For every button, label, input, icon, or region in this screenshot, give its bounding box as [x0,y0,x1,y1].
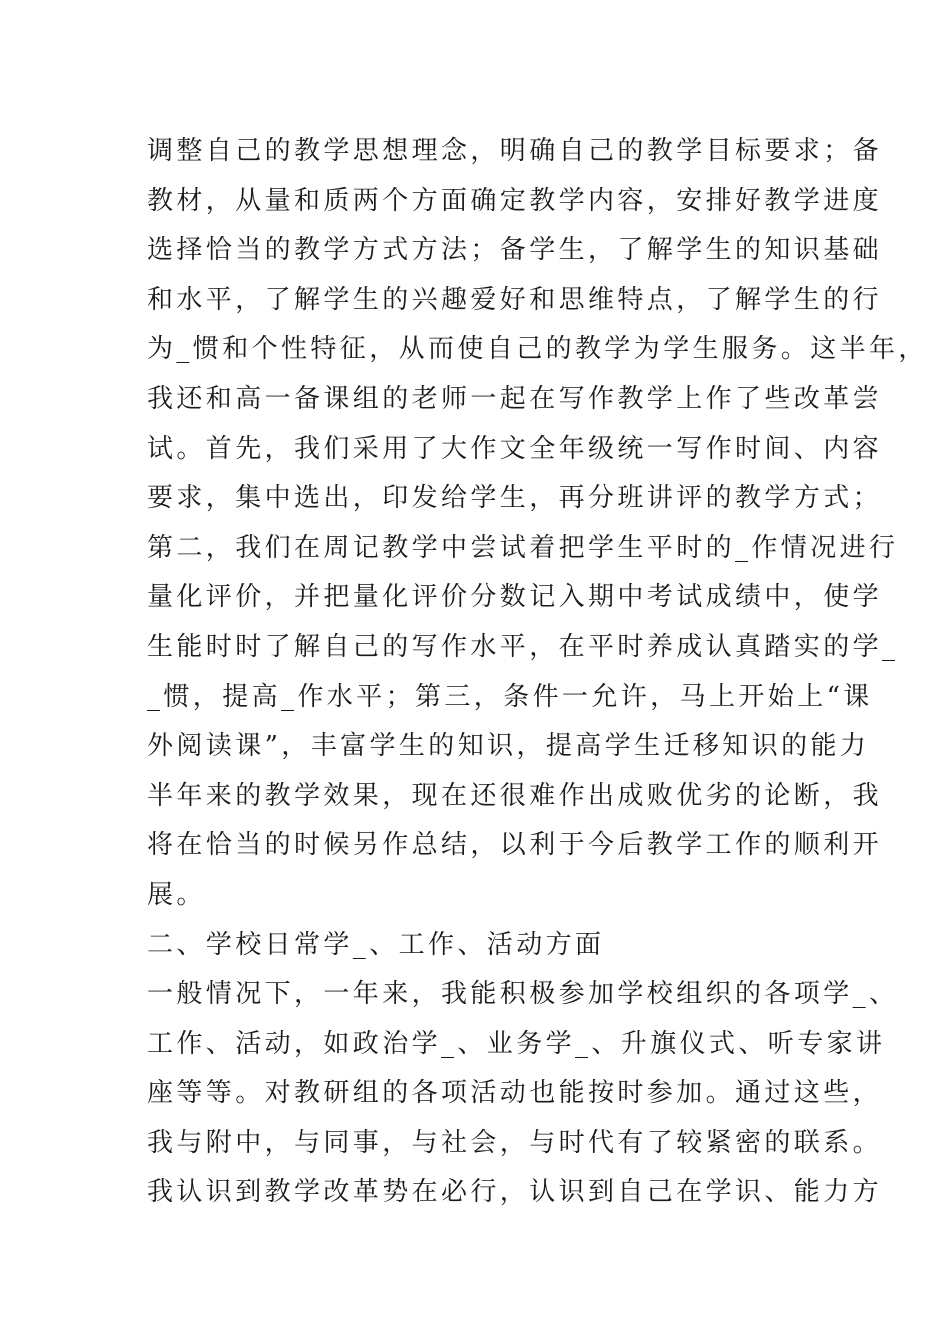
text-line-2: 教材，从量和质两个方面确定教学内容，安排好教学进度 [147,185,883,216]
text-line-11: 生能时时了解自己的写作水平，在平时养成认真踏实的学_ [147,631,899,662]
text-line-7: 试。首先，我们采用了大作文全年级统一写作时间、内容 [147,433,883,464]
text-line-1: 调整自己的教学思想理念，明确自己的教学目标要求；备 [147,136,883,166]
text-line-10: 量化评价，并把量化评价分数记入期中考试成绩中，使学 [147,582,883,613]
section-heading: 二、学校日常学_、工作、活动方面 [147,929,605,960]
text-line-9: 第二，我们在周记教学中尝试着把学生平时的_作情况进行 [147,532,899,563]
text-line-3: 选择恰当的教学方式方法；备学生，了解学生的知识基础 [147,235,883,266]
text-line-15: 将在恰当的时候另作总结，以利于今后教学工作的顺利开 [147,830,883,861]
text-line-21: 我与附中，与同事，与社会，与时代有了较紧密的联系。 [147,1127,883,1158]
text-line-19: 工作、活动，如政治学_、业务学_、升旗仪式、听专家讲 [147,1028,886,1059]
text-line-14: 半年来的教学效果，现在还很难作出成败优劣的论断，我 [147,780,883,811]
text-line-16: 展。 [147,879,206,910]
text-line-8: 要求，集中选出，印发给学生，再分班讲评的教学方式； [147,483,883,514]
text-line-12: _惯，提高_作水平；第三，条件一允许，马上开始上“课 [147,681,873,712]
text-line-18: 一般情况下，一年来，我能积极参加学校组织的各项学_、 [147,979,899,1010]
text-line-6: 我还和高一备课组的老师一起在写作教学上作了些改革尝 [147,383,883,414]
text-line-13: 外阅读课”，丰富学生的知识，提高学生迁移知识的能力 [147,731,870,762]
text-line-20: 座等等。对教研组的各项活动也能按时参加。通过这些， [147,1078,883,1109]
text-line-22: 我认识到教学改革势在必行，认识到自己在学识、能力方 [147,1177,883,1208]
text-line-4: 和水平，了解学生的兴趣爱好和思维特点，了解学生的行 [147,284,883,315]
text-line-5: 为_惯和个性特征，从而使自己的教学为学生服务。这半年， [147,334,928,365]
body-text [147,127,928,1218]
